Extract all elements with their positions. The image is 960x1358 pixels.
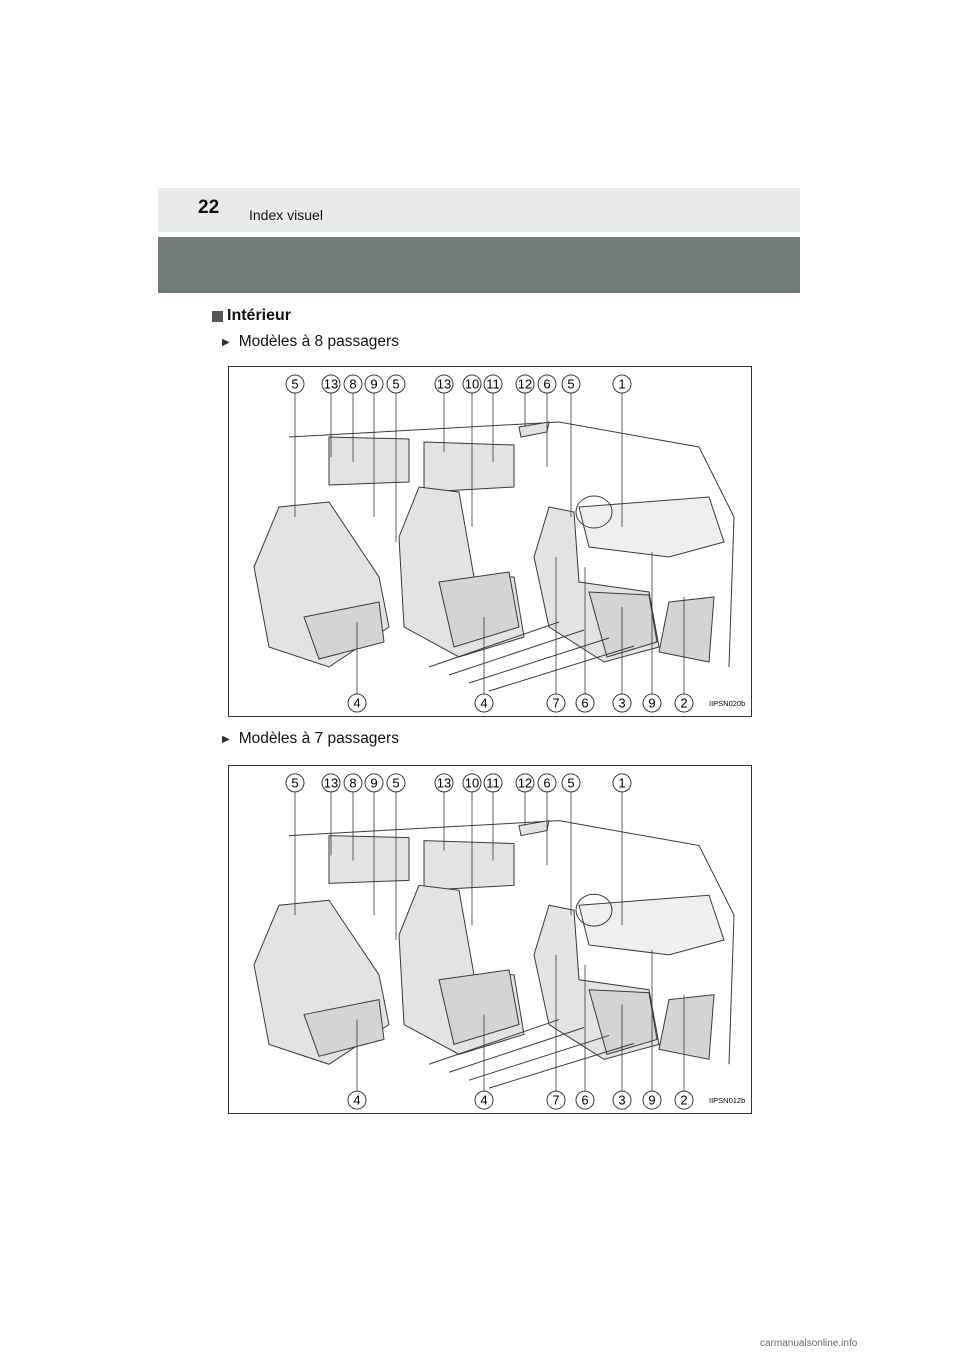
callout-label-top: 9 — [370, 376, 378, 392]
watermark: carmanualsonline.info — [760, 1338, 858, 1349]
callout-label-top: 13 — [323, 376, 339, 392]
figure-7-seats — [228, 765, 752, 1114]
callout-label-top: 5 — [567, 376, 575, 392]
rear-window — [329, 836, 409, 884]
section-title: Index visuel — [249, 207, 323, 223]
callout-label-top: 10 — [464, 376, 480, 392]
interior-illustration — [229, 766, 751, 1113]
subheading-text: Modèles à 7 passagers — [238, 730, 399, 747]
interior-illustration — [229, 367, 751, 716]
callout-label-bottom: 4 — [353, 1092, 361, 1108]
callout-label-bottom: 6 — [581, 695, 589, 711]
section-band — [158, 237, 800, 293]
callout-label-top: 5 — [392, 376, 400, 392]
callout-label-top: 13 — [436, 775, 452, 791]
callout-label-top: 8 — [349, 775, 357, 791]
callout-label-bottom: 4 — [353, 695, 361, 711]
callout-label-top: 6 — [543, 376, 551, 392]
figure-code: IIPSN020b — [709, 699, 746, 708]
subheading-8-seats — [222, 333, 399, 351]
heading-text: Intérieur — [227, 307, 292, 324]
callout-label-top: 13 — [323, 775, 339, 791]
callout-label-bottom: 7 — [552, 1092, 560, 1108]
callout-label-top: 12 — [517, 775, 533, 791]
callout-label-top: 8 — [349, 376, 357, 392]
callout-label-bottom: 4 — [480, 695, 488, 711]
arrow-right-icon: ▶ — [222, 733, 230, 745]
subheading-7-seats — [222, 730, 399, 748]
callout-label-bottom: 9 — [648, 1092, 656, 1108]
floor-mat — [659, 995, 714, 1060]
callout-label-bottom: 7 — [552, 695, 560, 711]
callout-label-top: 6 — [543, 775, 551, 791]
floor-mat — [659, 597, 714, 662]
callout-label-bottom: 3 — [618, 695, 626, 711]
rear-window — [329, 437, 409, 485]
callout-label-top: 9 — [370, 775, 378, 791]
callout-label-top: 1 — [618, 376, 626, 392]
callout-label-bottom: 9 — [648, 695, 656, 711]
heading — [212, 307, 291, 325]
car-interior-drawing — [254, 422, 734, 691]
page-number: 22 — [198, 197, 220, 218]
callout-label-bottom: 3 — [618, 1092, 626, 1108]
car-interior-drawing — [254, 821, 734, 1088]
callout-label-bottom: 2 — [680, 695, 688, 711]
callout-label-top: 11 — [486, 775, 500, 791]
callout-label-top: 1 — [618, 775, 626, 791]
arrow-right-icon: ▶ — [222, 336, 230, 348]
subheading-text: Modèles à 8 passagers — [238, 333, 399, 350]
callout-label-bottom: 4 — [480, 1092, 488, 1108]
figure-8-seats — [228, 366, 752, 717]
side-window — [424, 442, 514, 492]
side-window — [424, 841, 514, 891]
callout-label-top: 5 — [291, 775, 299, 791]
callout-label-top: 11 — [486, 376, 500, 392]
callout-label-top: 13 — [436, 376, 452, 392]
callout-label-bottom: 6 — [581, 1092, 589, 1108]
callout-label-top: 5 — [392, 775, 400, 791]
square-bullet-icon — [212, 311, 223, 322]
callout-label-bottom: 2 — [680, 1092, 688, 1108]
callout-label-top: 12 — [517, 376, 533, 392]
callout-label-top: 10 — [464, 775, 480, 791]
figure-code: IIPSN012b — [709, 1096, 746, 1106]
callout-label-top: 5 — [291, 376, 299, 392]
callout-label-top: 5 — [567, 775, 575, 791]
